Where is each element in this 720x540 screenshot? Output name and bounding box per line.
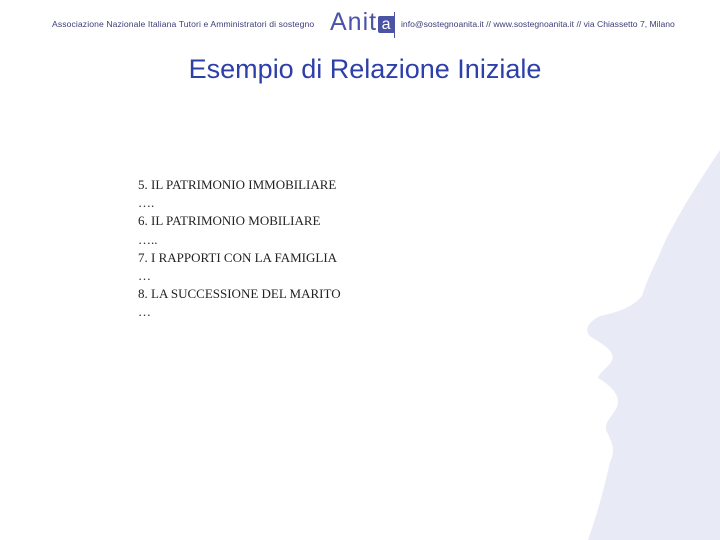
logo-text: Anit (330, 8, 378, 36)
logo-letter-box: a (378, 16, 395, 33)
section-placeholder: ….. (138, 231, 158, 247)
section-heading: 5. IL PATRIMONIO IMMOBILIARE (138, 177, 337, 192)
section-placeholder: … (138, 304, 151, 320)
header-band (0, 0, 720, 50)
contact-info: info@sostegnoanita.it // www.sostegnoanita.it // via Chiassetto 7, Milano (401, 19, 675, 29)
section-heading: 8. LA SUCCESSIONE DEL MARITO (138, 286, 341, 302)
anita-logo (330, 8, 395, 36)
relazione-sections (138, 176, 341, 322)
slide-title: Esempio di Relazione Iniziale (188, 54, 542, 84)
logo-divider (394, 12, 395, 38)
section-heading: 7. I RAPPORTI CON LA FAMIGLIA (138, 249, 338, 265)
section-placeholder: … (138, 268, 151, 284)
section-heading: 6. IL PATRIMONIO MOBILIARE (138, 213, 321, 229)
face-silhouette-graphic (560, 150, 720, 540)
association-name: Associazione Nazionale Italiana Tutori e Amministratori di sostegno (52, 19, 315, 29)
section-placeholder: …. (138, 195, 155, 211)
